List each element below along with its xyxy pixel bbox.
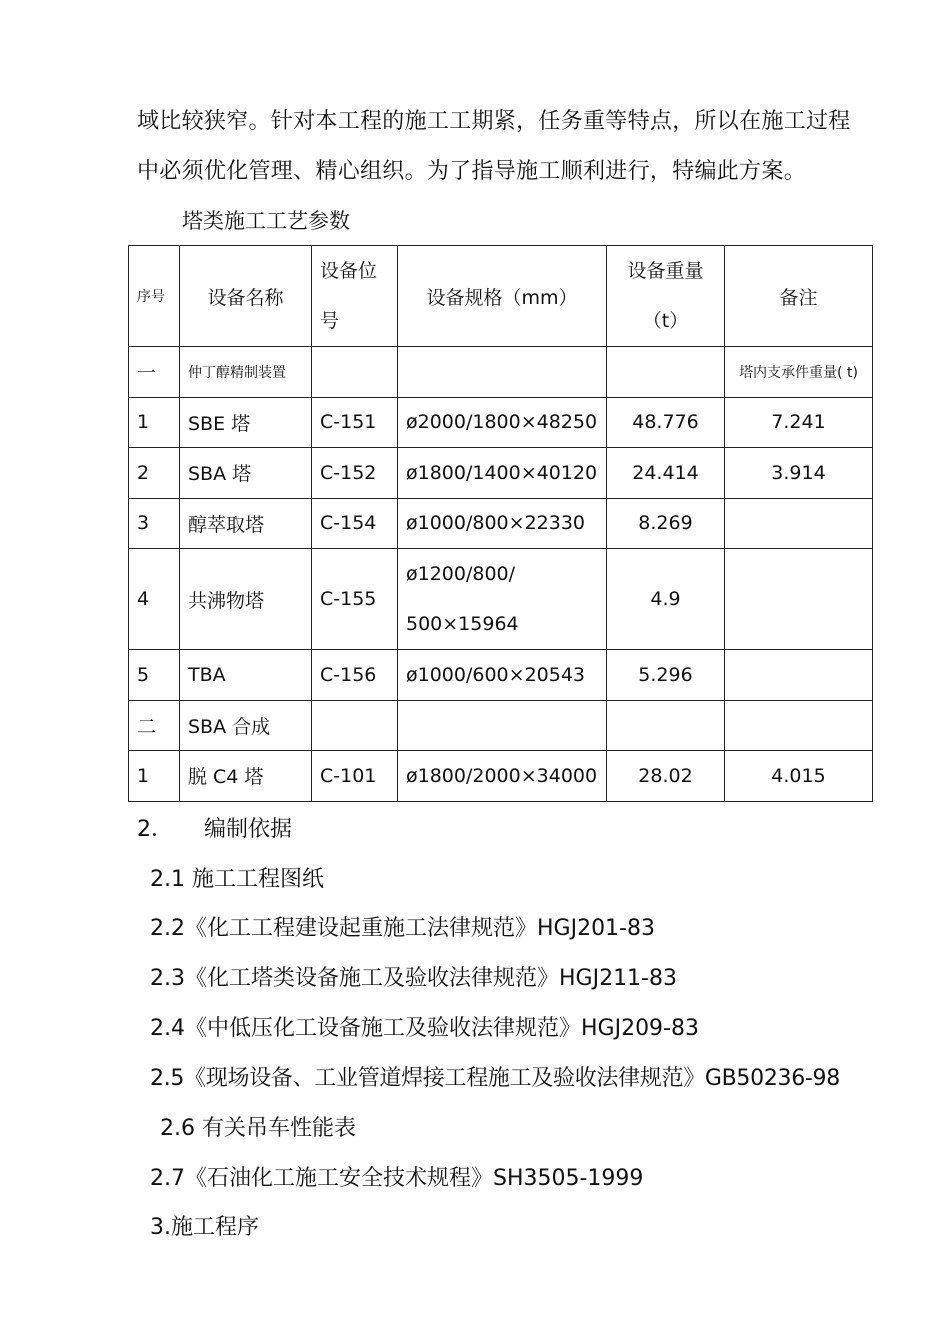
cell-note: 塔内支承件重量( t) bbox=[725, 347, 873, 398]
cell-spec-line1: ø1200/800/ bbox=[406, 563, 516, 585]
cell-position bbox=[312, 700, 398, 751]
cell-seq: 二 bbox=[129, 700, 180, 751]
cell-position: C-155 bbox=[312, 549, 398, 650]
cell-seq: 4 bbox=[129, 549, 180, 650]
header-name: 设备名称 bbox=[180, 246, 312, 347]
cell-spec bbox=[398, 549, 607, 650]
cell-seq: 2 bbox=[129, 448, 180, 499]
header-weight-line1: 设备重量 bbox=[627, 260, 704, 282]
header-weight bbox=[607, 246, 725, 347]
table-header-row bbox=[129, 246, 873, 347]
cell-weight: 8.269 bbox=[607, 498, 725, 549]
cell-name: 仲丁醇精制装置 bbox=[180, 347, 312, 398]
equipment-table bbox=[128, 245, 873, 802]
header-spec: 设备规格（mm） bbox=[398, 246, 607, 347]
table-row bbox=[129, 549, 873, 650]
intro-line-2: 中必须优化管理、精心组织。为了指导施工顺利进行，特编此方案。 bbox=[137, 159, 807, 184]
cell-name: 共沸物塔 bbox=[180, 549, 312, 650]
cell-weight: 24.414 bbox=[607, 448, 725, 499]
header-position-line1: 设备位 bbox=[320, 260, 378, 282]
cell-seq: 3 bbox=[129, 498, 180, 549]
cell-name: SBA 合成 bbox=[180, 700, 312, 751]
cell-seq: 5 bbox=[129, 650, 180, 701]
cell-seq: 1 bbox=[129, 397, 180, 448]
section-2-number: 2． bbox=[137, 817, 173, 842]
cell-spec bbox=[398, 347, 607, 398]
intro-line-1: 域比较狭窄。针对本工程的施工工期紧，任务重等特点，所以在施工过程 bbox=[137, 109, 851, 134]
cell-weight: 48.776 bbox=[607, 397, 725, 448]
cell-name: 脱 C4 塔 bbox=[180, 751, 312, 802]
table-row bbox=[129, 751, 873, 802]
cell-name: SBA 塔 bbox=[180, 448, 312, 499]
cell-note: 4.015 bbox=[725, 751, 873, 802]
table-row bbox=[129, 650, 873, 701]
table-row bbox=[129, 700, 873, 751]
cell-position: C-154 bbox=[312, 498, 398, 549]
cell-seq: 一 bbox=[129, 347, 180, 398]
cell-name: 醇萃取塔 bbox=[180, 498, 312, 549]
section-3-heading: 3.施工程序 bbox=[150, 1215, 259, 1240]
cell-note: 3.914 bbox=[725, 448, 873, 499]
header-position-line2: 号 bbox=[320, 310, 340, 332]
cell-weight bbox=[607, 700, 725, 751]
section-2-heading bbox=[137, 812, 292, 843]
table-row bbox=[129, 397, 873, 448]
reference-item: 2.6 有关吊车性能表 bbox=[160, 1116, 356, 1141]
table-caption: 塔类施工工艺参数 bbox=[182, 209, 350, 233]
reference-item: 2.5《现场设备、工业管道焊接工程施工及验收法律规范》GB50236-98 bbox=[150, 1066, 840, 1091]
cell-position: C-101 bbox=[312, 751, 398, 802]
cell-spec-line2: 500×15964 bbox=[406, 613, 519, 635]
cell-spec bbox=[398, 700, 607, 751]
table-row bbox=[129, 448, 873, 499]
cell-weight: 4.9 bbox=[607, 549, 725, 650]
cell-position: C-152 bbox=[312, 448, 398, 499]
reference-item: 2.1 施工工程图纸 bbox=[150, 867, 324, 892]
cell-weight bbox=[607, 347, 725, 398]
cell-spec: ø1800/2000×34000 bbox=[398, 751, 607, 802]
reference-item: 2.7《石油化工施工安全技术规程》SH3505-1999 bbox=[150, 1166, 644, 1191]
cell-weight: 28.02 bbox=[607, 751, 725, 802]
table-row bbox=[129, 347, 873, 398]
table-row bbox=[129, 498, 873, 549]
cell-spec: ø1000/800×22330 bbox=[398, 498, 607, 549]
reference-item: 2.2《化工工程建设起重施工法律规范》HGJ201-83 bbox=[150, 916, 655, 941]
reference-item: 2.3《化工塔类设备施工及验收法律规范》HGJ211-83 bbox=[150, 966, 677, 991]
cell-weight: 5.296 bbox=[607, 650, 725, 701]
cell-spec: ø2000/1800×48250 bbox=[398, 397, 607, 448]
header-position bbox=[312, 246, 398, 347]
section-2-title: 编制依据 bbox=[204, 817, 293, 842]
cell-spec: ø1000/600×20543 bbox=[398, 650, 607, 701]
cell-note bbox=[725, 650, 873, 701]
cell-note bbox=[725, 700, 873, 751]
cell-note bbox=[725, 498, 873, 549]
cell-position bbox=[312, 347, 398, 398]
cell-spec: ø1800/1400×40120 bbox=[398, 448, 607, 499]
reference-item: 2.4《中低压化工设备施工及验收法律规范》HGJ209-83 bbox=[150, 1016, 699, 1041]
cell-name: TBA bbox=[180, 650, 312, 701]
cell-position: C-151 bbox=[312, 397, 398, 448]
cell-note bbox=[725, 549, 873, 650]
cell-seq: 1 bbox=[129, 751, 180, 802]
cell-note: 7.241 bbox=[725, 397, 873, 448]
header-seq: 序号 bbox=[129, 246, 180, 347]
cell-position: C-156 bbox=[312, 650, 398, 701]
header-weight-line2: （t） bbox=[642, 310, 689, 332]
header-note: 备注 bbox=[725, 246, 873, 347]
cell-name: SBE 塔 bbox=[180, 397, 312, 448]
